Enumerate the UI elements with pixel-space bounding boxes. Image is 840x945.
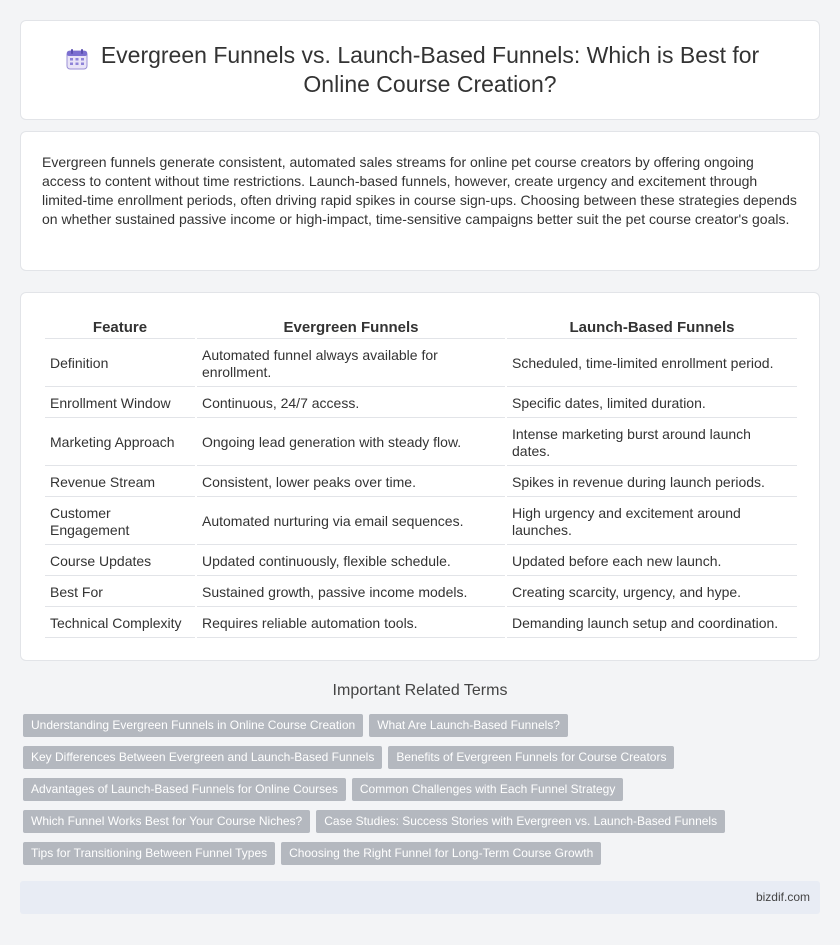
related-term-link[interactable]: Which Funnel Works Best for Your Course Niches? <box>23 810 310 833</box>
table-cell: Scheduled, time-limited enrollment period. <box>507 341 797 387</box>
table-cell: Sustained growth, passive income models. <box>197 578 505 607</box>
tag-row <box>23 714 823 737</box>
table-cell: Consistent, lower peaks over time. <box>197 468 505 497</box>
table-cell: Continuous, 24/7 access. <box>197 389 505 418</box>
related-term-link[interactable]: Advantages of Launch-Based Funnels for Online Courses <box>23 778 346 801</box>
table-cell: Customer Engagement <box>45 499 195 545</box>
related-term-link[interactable]: Common Challenges with Each Funnel Strategy <box>352 778 623 801</box>
header-evergreen: Evergreen Funnels <box>197 313 505 339</box>
table-cell: Automated funnel always available for enrollment. <box>197 341 505 387</box>
table-header-row <box>45 313 797 339</box>
related-term-link[interactable]: Choosing the Right Funnel for Long-Term Course Growth <box>281 842 601 865</box>
related-term-link[interactable]: What Are Launch-Based Funnels? <box>369 714 568 737</box>
table-cell: Ongoing lead generation with steady flow. <box>197 420 505 466</box>
related-terms-list <box>23 714 823 874</box>
intro-card <box>20 131 820 271</box>
table-cell: Requires reliable automation tools. <box>197 609 505 638</box>
table-cell: Creating scarcity, urgency, and hype. <box>507 578 797 607</box>
tag-row <box>23 746 823 769</box>
related-terms-title: Important Related Terms <box>332 682 508 699</box>
related-term-link[interactable]: Benefits of Evergreen Funnels for Course Creators <box>388 746 674 769</box>
tag-row <box>23 842 823 865</box>
table-cell: Revenue Stream <box>45 468 195 497</box>
table-cell: Technical Complexity <box>45 609 195 638</box>
table-cell: Updated before each new launch. <box>507 547 797 576</box>
table-row <box>45 499 797 545</box>
tag-row <box>23 778 823 801</box>
table-cell: Definition <box>45 341 195 387</box>
table-row <box>45 341 797 387</box>
table-row <box>45 609 797 638</box>
table-cell: Specific dates, limited duration. <box>507 389 797 418</box>
table-cell: Intense marketing burst around launch dates. <box>507 420 797 466</box>
table-cell: High urgency and excitement around launches. <box>507 499 797 545</box>
table-cell: Spikes in revenue during launch periods. <box>507 468 797 497</box>
related-term-link[interactable]: Case Studies: Success Stories with Evergreen vs. Launch-Based Funnels <box>316 810 725 833</box>
table-cell: Enrollment Window <box>45 389 195 418</box>
table-row <box>45 389 797 418</box>
table-row <box>45 420 797 466</box>
title-card <box>20 20 820 120</box>
tag-row <box>23 810 823 833</box>
table-row <box>45 547 797 576</box>
comparison-table <box>43 311 799 640</box>
footer-site-name: bizdif.com <box>755 890 810 904</box>
related-term-link[interactable]: Understanding Evergreen Funnels in Online Course Creation <box>23 714 363 737</box>
comparison-table-card <box>20 292 820 661</box>
related-term-link[interactable]: Key Differences Between Evergreen and Launch-Based Funnels <box>23 746 382 769</box>
table-cell: Best For <box>45 578 195 607</box>
header-launch: Launch-Based Funnels <box>507 313 797 339</box>
table-cell: Automated nurturing via email sequences. <box>197 499 505 545</box>
table-cell: Marketing Approach <box>45 420 195 466</box>
table-cell: Updated continuously, flexible schedule. <box>197 547 505 576</box>
table-row <box>45 578 797 607</box>
table-cell: Demanding launch setup and coordination. <box>507 609 797 638</box>
related-term-link[interactable]: Tips for Transitioning Between Funnel Types <box>23 842 275 865</box>
page-title: Evergreen Funnels vs. Launch-Based Funnels: Which is Best for Online Course Creation? <box>100 42 760 97</box>
table-row <box>45 468 797 497</box>
header-feature: Feature <box>45 313 195 339</box>
footer <box>20 881 820 914</box>
intro-paragraph: Evergreen funnels generate consistent, automated sales streams for online pet course creators by offering ongoing access to content without time restrictions. Launch-based funnels, however, create urgency and excitement through limited-time enrollment periods, often driving rapid spikes in course sign-ups. Choosing between these strategies depends on whether sustained passive income or high-impact, time-sensitive campaigns better suit the pet course creator's goals. <box>42 154 797 227</box>
table-cell: Course Updates <box>45 547 195 576</box>
